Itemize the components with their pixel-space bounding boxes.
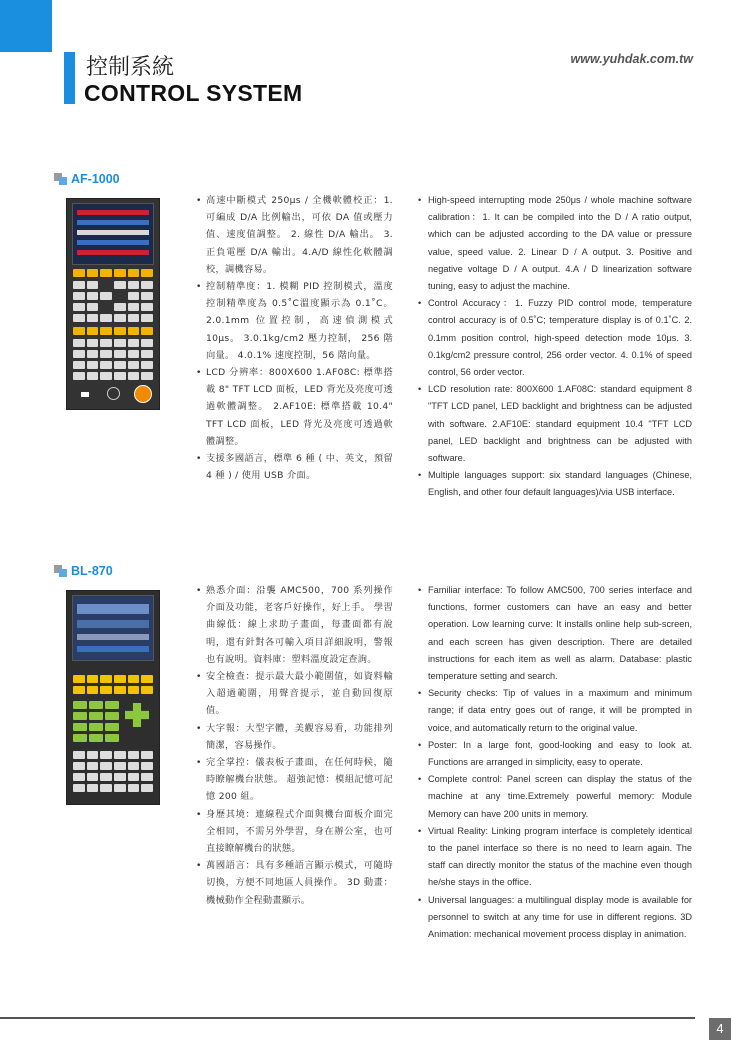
page-number: 4 [709, 1018, 731, 1040]
list-item: • Poster: In a large font, good-looking and easy to look at. Functions are arranged in simplicity, easy to operate. [418, 737, 692, 771]
page-title-english: CONTROL SYSTEM [84, 80, 303, 106]
list-item: • 身歷其境：連線程式介面與機台面板介面完全相同，不需另外學習，身在辦公室，也可直接瞭解機台的狀態。 [196, 806, 393, 858]
corner-accent-block [0, 0, 52, 52]
list-item: • Familiar interface: To follow AMC500, 700 series interface and functions, former customers can have an easy and better operation. Low learning curve: It installs online help sub-screen, and each screen has given description. There are detailed instructions for each item as well as alarm. Database: plastic temperature setting and search. [418, 582, 692, 685]
list-item: • 萬國語言：具有多種語言顯示模式，可隨時切換，方便不同地區人員操作。 3D 動畫：機械動作全程動畫顯示。 [196, 857, 393, 909]
bl870-controller-image [66, 590, 160, 805]
list-item: • Universal languages: a multilingual display mode is available for personnel to switch at any time for use in different regions. 3D Animation: mechanical movement process display in animation. [418, 892, 692, 944]
section-square-icon [54, 565, 68, 577]
controller-screen [72, 595, 154, 661]
section-title: AF-1000 [71, 172, 120, 186]
list-item: • 大字報：大型字體，美觀容易看，功能排列簡潔，容易操作。 [196, 720, 393, 754]
section-title: BL-870 [71, 564, 113, 578]
list-item: • Control Accuracy：1. Fuzzy PID control mode, temperature control accuracy is of 0.5˚C; temperature display is of 0.1˚C. 2. 0.1mm position control, high-speed detection mode 10μs. 3. 0.1kg/cm2 pressure control, 256 order vector. 4. 0.1% of speed control, 56 order vector. [418, 295, 692, 381]
website-url: www.yuhdak.com.tw [570, 52, 693, 66]
list-item: • Virtual Reality: Linking program interface is completely identical to the panel interface so there is no need to learn again. The staff can directly monitor the status of the machine even though he/she stays in the office. [418, 823, 692, 892]
page-title-chinese: 控制系統 [86, 55, 175, 80]
bl870-description-english [418, 582, 692, 943]
list-item: • 高速中斷模式 250μs / 全機軟體校正：1. 可編成 D/A 比例輸出，可依 DA 值或壓力值、速度值調整。 2. 線性 D/A 輸出。 3. 正負電壓 D/A 輸出。4.A/D 線性化軟體調校，調機容易。 [196, 192, 393, 278]
section-header-af1000 [54, 172, 120, 186]
list-item: • Complete control: Panel screen can display the status of the machine at any time.Extremely powerful memory: Module Memory can have 200 units in memory. [418, 771, 692, 823]
section-header-bl870 [54, 564, 113, 578]
af1000-description-english [418, 192, 692, 502]
title-accent-bar [64, 52, 75, 104]
section-square-icon [54, 173, 68, 185]
footer-divider [0, 1017, 695, 1019]
list-item: • LCD 分辨率：800X600 1.AF08C: 標準搭載 8" TFT LCD 面板，LED 背光及亮度可透過軟體調整。 2.AF10E: 標準搭載 10.4" TFT LCD 面板，LED 背光及亮度可透過軟體調整。 [196, 364, 393, 450]
list-item: • 熟悉介面：沿襲 AMC500，700 系列操作介面及功能，老客戶好操作，好上手。 學習曲線低：線上求助子畫面，每畫面都有說明，還有針對各可輸入項目詳細說明，警報也有說明。資料庫：塑料溫度設定查詢。 [196, 582, 393, 668]
list-item: • 安全檢查：提示最大最小範圍值，如資料輸入超過範圍，用聲音提示，並自動回復原值。 [196, 668, 393, 720]
list-item: • Multiple languages support: six standard languages (Chinese, English, and other four default languages)/via USB interface. [418, 467, 692, 501]
af1000-controller-image [66, 198, 160, 410]
list-item: • 完全掌控：儀表板子畫面，在任何時候，隨時瞭解機台狀態。 超強記憶：模組記憶可記憶 200 組。 [196, 754, 393, 806]
list-item: • 控制精準度：1. 模糊 PID 控制模式，溫度控制精準度為 0.5˚C溫度顯示為 0.1˚C。 2.0.1mm 位置控制，高速偵測模式 10μs。 3.0.1kg/cm2 壓力控制， 256 階向量。 4.0.1% 速度控制，56 階向量。 [196, 278, 393, 364]
bl870-description-chinese [196, 582, 393, 909]
list-item: • LCD resolution rate: 800X600 1.AF08C: standard equipment 8 "TFT LCD panel, LED backlight and brightness can be adjusted with software. 2.AF10E: standard equipment 10.4 "TFT LCD panel, LED backlight and brightness can be adjusted with software. [418, 381, 692, 467]
controller-screen [72, 203, 154, 265]
af1000-description-chinese [196, 192, 393, 484]
list-item: • Security checks: Tip of values in a maximum and minimum range; if data entry goes out of range, it will be prompted in voice, and automatically return to the original value. [418, 685, 692, 737]
list-item: • High-speed interrupting mode 250μs / whole machine software calibration：1. It can be compiled into the D / A ratio output, which can be adjusted according to the DA value or pressure value, speed value. 2. Linear D / A output. 3. Positive and negative voltage D / A output. 4.A / D linearization software tuning, easy to adjust the machine. [418, 192, 692, 295]
list-item: • 支援多國語言，標準 6 種 ( 中、英文，預留 4 種 ) / 使用 USB 介面。 [196, 450, 393, 484]
